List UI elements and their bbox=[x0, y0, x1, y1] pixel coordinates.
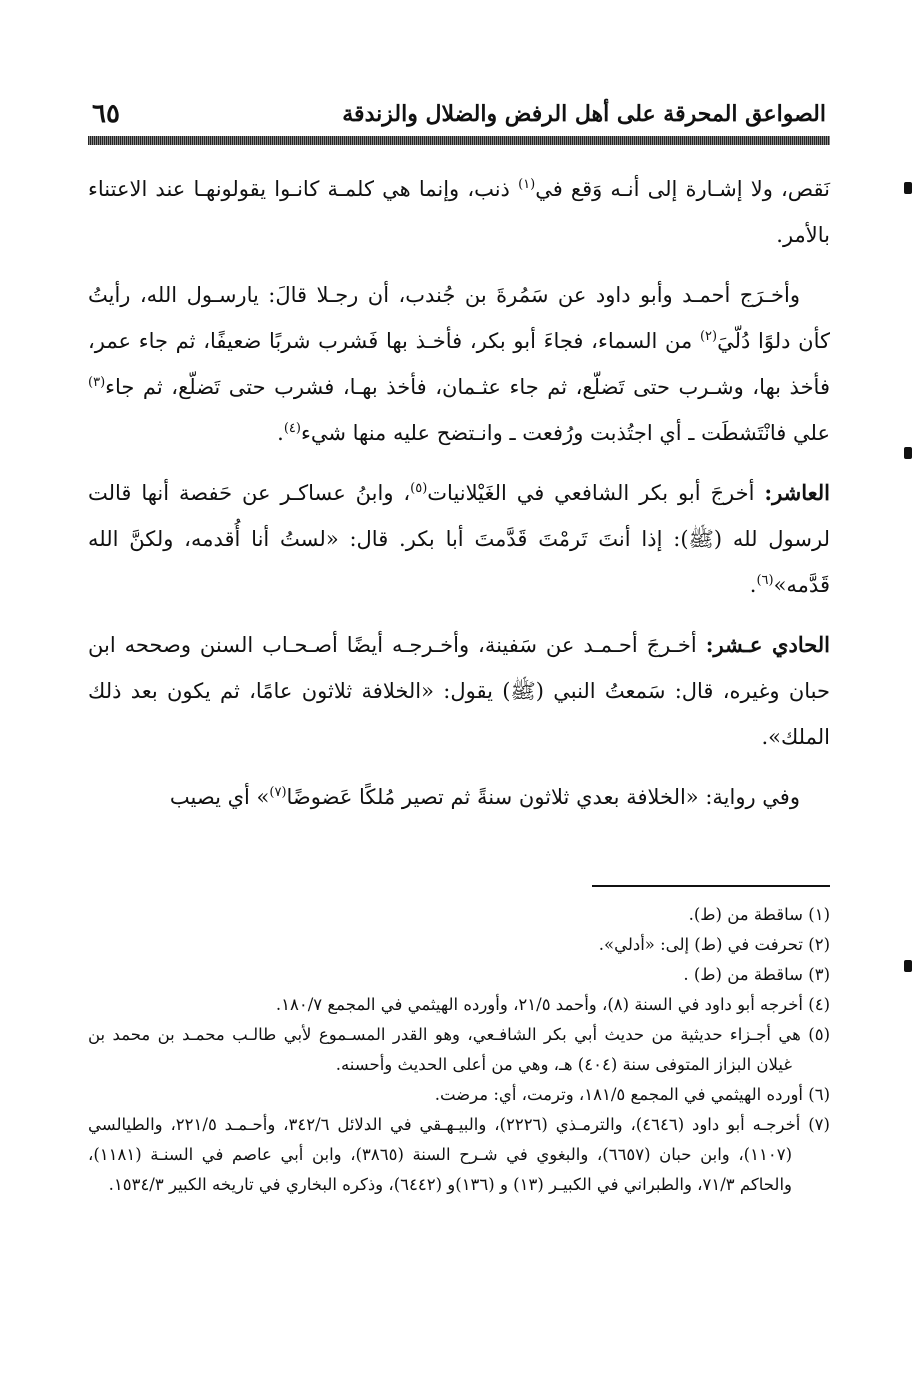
scan-edge-mark bbox=[904, 960, 912, 972]
footnotes bbox=[88, 900, 830, 1200]
footnote-ref: (٦) bbox=[756, 573, 774, 588]
paragraph-2: وأخـرَج أحمـد وأبو داود عن سَمُرةَ بن جُندب، أن رجـلا قالَ: يارسـول الله، رأيتُ كأن دلوًا دُلّيَ$^{(٢)}$ من السماء، فجاءَ أبو بكر، فأخـذ بها فَشرب شربًا ضعيفًا، ثم جاء عمر، فأخذ بها، وشـرب حتى تَضلّع، ثم جاء عثـمان، فأخذ بهـا، فشرب حتى تَضلّع، ثم جاء$^{(٣)}$ علي فانْتَشطَت ـ أي اجتُذبت ورُفعت ـ وانـتضح عليه منها شيء$^{(٤)}$. bbox=[88, 283, 830, 445]
book-page bbox=[88, 92, 830, 1322]
footnote: (٥) هي أجـزاء حديثية من حديث أبي بكر الشافـعي، وهو القدر المسـموع لأبي طالـب محمـد بن محمد بن غيلان البزاز المتوفى سنة (٤٠٤) هـ، وهي من أعلى الحديث وأحسنه. bbox=[88, 1025, 830, 1074]
footnote: (١) ساقطة من (ط). bbox=[688, 905, 830, 924]
paragraph-5: وفي رواية: «الخلافة بعدي ثلاثون سنةً ثم تصير مُلكًا عَضوضًا$^{(٧)}$» أي يصيب bbox=[169, 785, 800, 809]
scan-edge-mark bbox=[904, 182, 912, 194]
section-lead: العاشر: bbox=[764, 480, 831, 505]
main-text bbox=[88, 166, 830, 834]
footnote: (٣) ساقطة من (ط) . bbox=[683, 965, 830, 984]
footnote: (٧) أخرجـه أبو داود (٤٦٤٦)، والترمـذي (٢٢٢٦)، والبيـهـقي في الدلائل ٣٤٢/٦، وأحـمـد ٢٢١/٥، والطيالسي (١١٠٧)، وابن حبان (٦٦٥٧)، والبغوي في شـرح السنة (٣٨٦٥)، وابن أبي عاصم في السنـة (١١٨١)، والحاكم ٧١/٣، والطبراني في الكبيـر (١٣) و (١٣٦)و (٦٤٤٢)، وذكره البخاري في تاريخه الكبير ١٥٣٤/٣. bbox=[88, 1115, 830, 1194]
page-number: ٦٥ bbox=[92, 99, 120, 129]
footnote: (٤) أخرجه أبو داود في السنة (٨)، وأحمد ٢١/٥، وأورده الهيثمي في المجمع ١٨٠/٧. bbox=[275, 995, 830, 1014]
footnote: (٢) تحرفت في (ط) إلى: «أدلي». bbox=[598, 935, 830, 954]
footnote-ref: (٤) bbox=[283, 421, 301, 436]
paragraph-1: نَقص، ولا إشـارة إلى أنـه وَقع في$^{(١)}$ ذنب، وإنما هي كلمـة كانـوا يقولونهـا عند الاعتناء بالأمر. bbox=[88, 177, 830, 247]
scan-edge-mark bbox=[904, 447, 912, 459]
footnote: (٦) أورده الهيثمي في المجمع ١٨١/٥، وترمت، أي: مرضت. bbox=[434, 1085, 830, 1104]
paragraph-3: العاشر: أخرجَ أبو بكر الشافعي في الغَيْلانيات$^{(٥)}$، وابنُ عساكـر عن حَفصة أنها قالت لرسول لله (ﷺ): إذا أنتَ تَرمْتَ قَدَّمتَ أبا بكر. قال: «لستُ أنا أُقدمه، ولكنَّ الله قَدَّمه»$^{(٦)}$. bbox=[88, 480, 831, 597]
footnote-ref: (٧) bbox=[269, 785, 287, 800]
running-title: الصواعق المحرقة على أهل الرفض والضلال والزندقة bbox=[342, 101, 826, 127]
footnote-ref: (٥) bbox=[410, 481, 428, 496]
footnote-ref: (١) bbox=[518, 177, 536, 192]
paragraph-4: الحادي عـشر: أخـرجَ أحـمـد عن سَفينة، وأخـرجـه أيضًا أصـحـاب السنن وصححه ابن حبان وغيره، قال: سَمعتُ النبي (ﷺ) يقول: «الخلافة ثلاثون عامًا، ثم يكون بعد ذلك الملك». bbox=[88, 632, 831, 749]
header-rule bbox=[88, 136, 830, 145]
footnote-ref: (٢) bbox=[699, 329, 718, 344]
section-lead: الحادي عـشر: bbox=[705, 632, 831, 657]
footnote-separator bbox=[592, 885, 830, 887]
page-header bbox=[88, 92, 830, 136]
footnote-ref: (٣) bbox=[88, 375, 106, 390]
